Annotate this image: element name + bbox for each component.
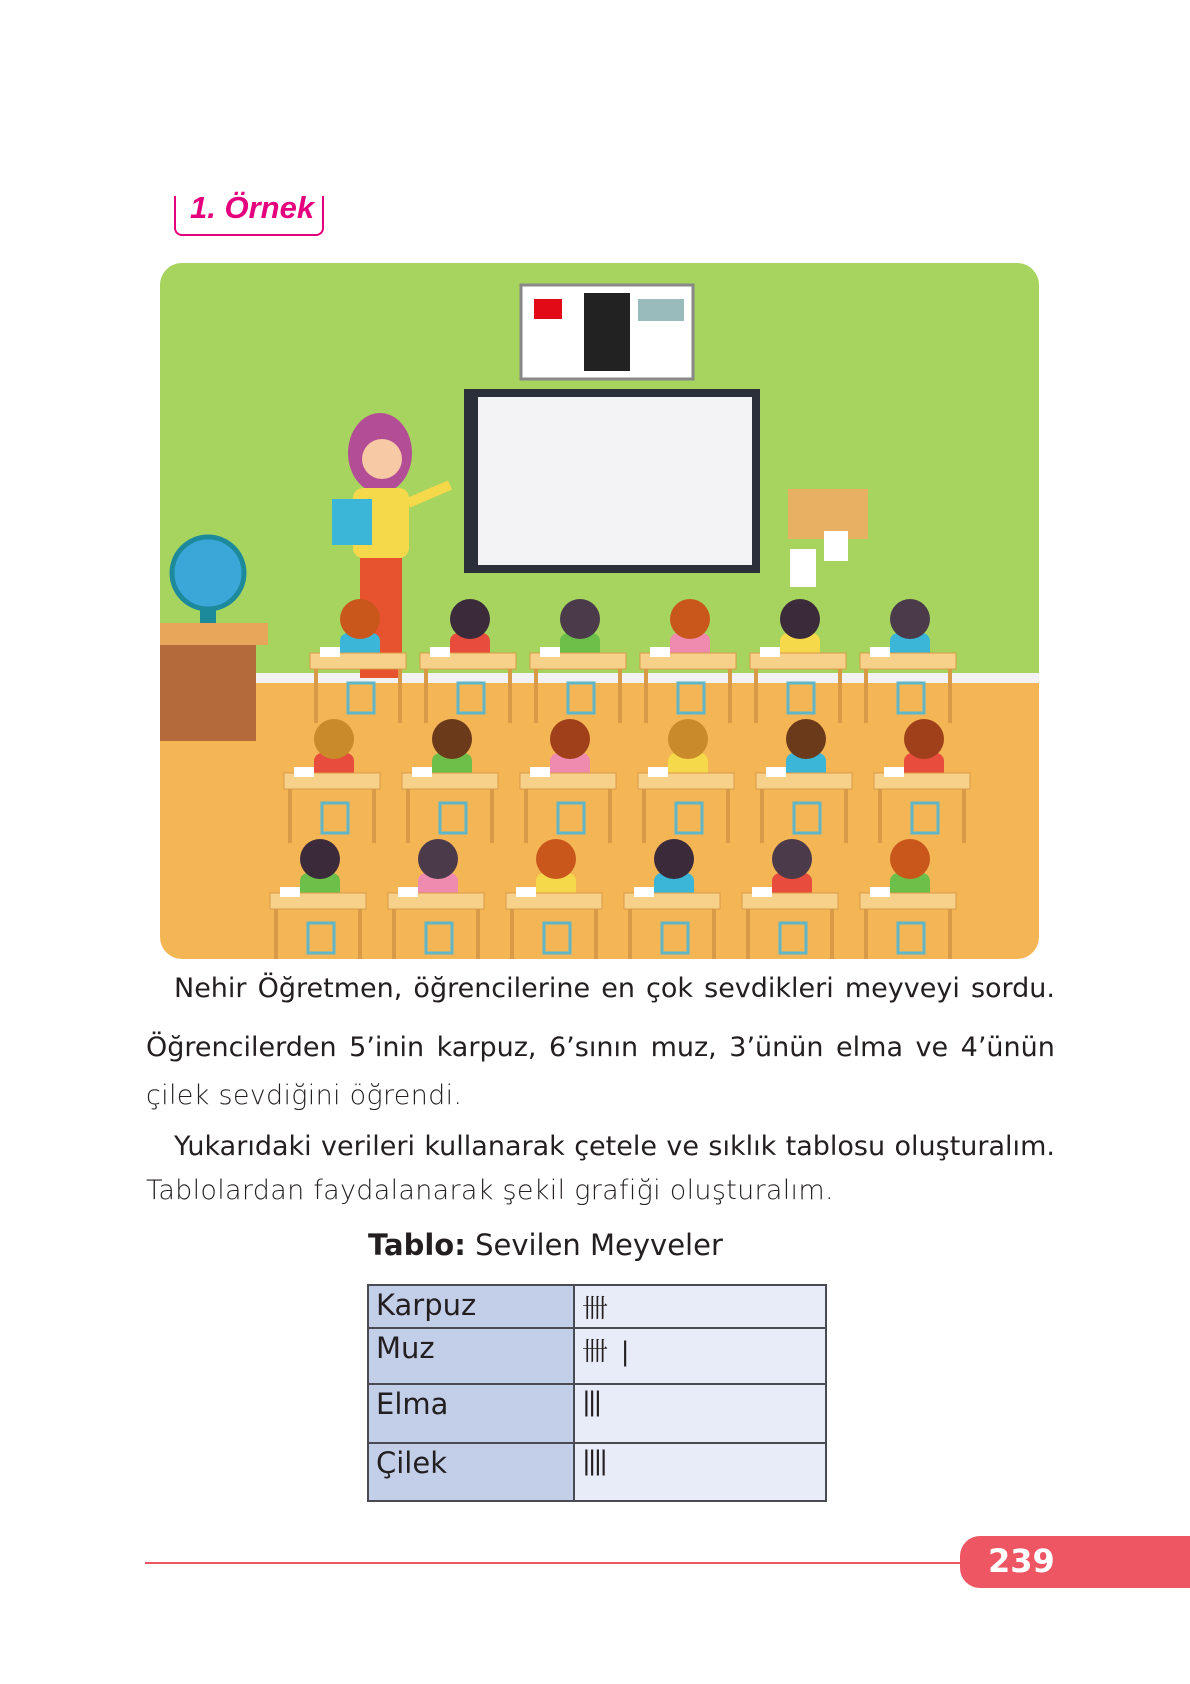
word: sordu. (970, 973, 1055, 1004)
word: kullanarak (424, 1131, 565, 1162)
page-number: 239 (988, 1542, 1055, 1580)
paragraph2-line2: Tablolardan faydalanarak şekil grafiği oluşturalım. (146, 1175, 834, 1206)
table-row (368, 1328, 826, 1384)
word: verileri (321, 1131, 415, 1162)
word: Öğretmen, (257, 973, 403, 1004)
tally-cell: 卌 | (574, 1328, 826, 1384)
word: sevdikleri (704, 973, 834, 1004)
word: 4’ünün (960, 1032, 1055, 1063)
word: 6’sının (549, 1032, 639, 1063)
word: karpuz, (436, 1032, 537, 1063)
word: çok (646, 973, 694, 1004)
example-header (174, 190, 324, 236)
word: Öğrencilerden (146, 1032, 337, 1063)
word: meyveyi (844, 973, 960, 1004)
tally-table (367, 1284, 827, 1502)
tally-cell: |||| (574, 1443, 826, 1501)
paragraph1-line3: çilek sevdiğini öğrendi. (146, 1080, 463, 1111)
paragraph2-line1 (146, 1131, 1055, 1162)
table-row (368, 1285, 826, 1328)
footer-rule (145, 1562, 965, 1564)
smart-board (464, 389, 760, 573)
fruit-cell: Çilek (368, 1443, 574, 1501)
classroom-illustration (160, 263, 1039, 959)
word: sıklık (708, 1131, 777, 1162)
example-title: 1. Örnek (190, 190, 315, 225)
word: ve (915, 1032, 949, 1063)
word: Yukarıdaki (174, 1131, 312, 1162)
table-row (368, 1443, 826, 1501)
word: Nehir (174, 973, 247, 1004)
table-row (368, 1384, 826, 1443)
word: ve (666, 1131, 699, 1162)
page-number-badge (960, 1536, 1190, 1588)
paragraph1-line2 (146, 1032, 1055, 1063)
word: tablosu (785, 1131, 886, 1162)
word: muz, (650, 1032, 717, 1063)
word: çetele (574, 1131, 657, 1162)
fruit-cell: Elma (368, 1384, 574, 1443)
word: elma (836, 1032, 904, 1063)
fruit-cell: Muz (368, 1328, 574, 1384)
caption-title: Sevilen Meyveler (475, 1228, 723, 1262)
word: en (601, 973, 635, 1004)
caption-label: Tablo: (368, 1228, 466, 1262)
word: 3’ünün (729, 1032, 824, 1063)
fruit-cell: Karpuz (368, 1285, 574, 1328)
word: öğrencilerine (413, 973, 591, 1004)
word: oluşturalım. (894, 1131, 1055, 1162)
word: 5’inin (349, 1032, 425, 1063)
tally-cell: ||| (574, 1384, 826, 1443)
tally-cell: 卌 (574, 1285, 826, 1328)
paragraph1-line1 (146, 973, 1055, 1004)
table-caption (368, 1228, 723, 1262)
poster (521, 285, 693, 379)
